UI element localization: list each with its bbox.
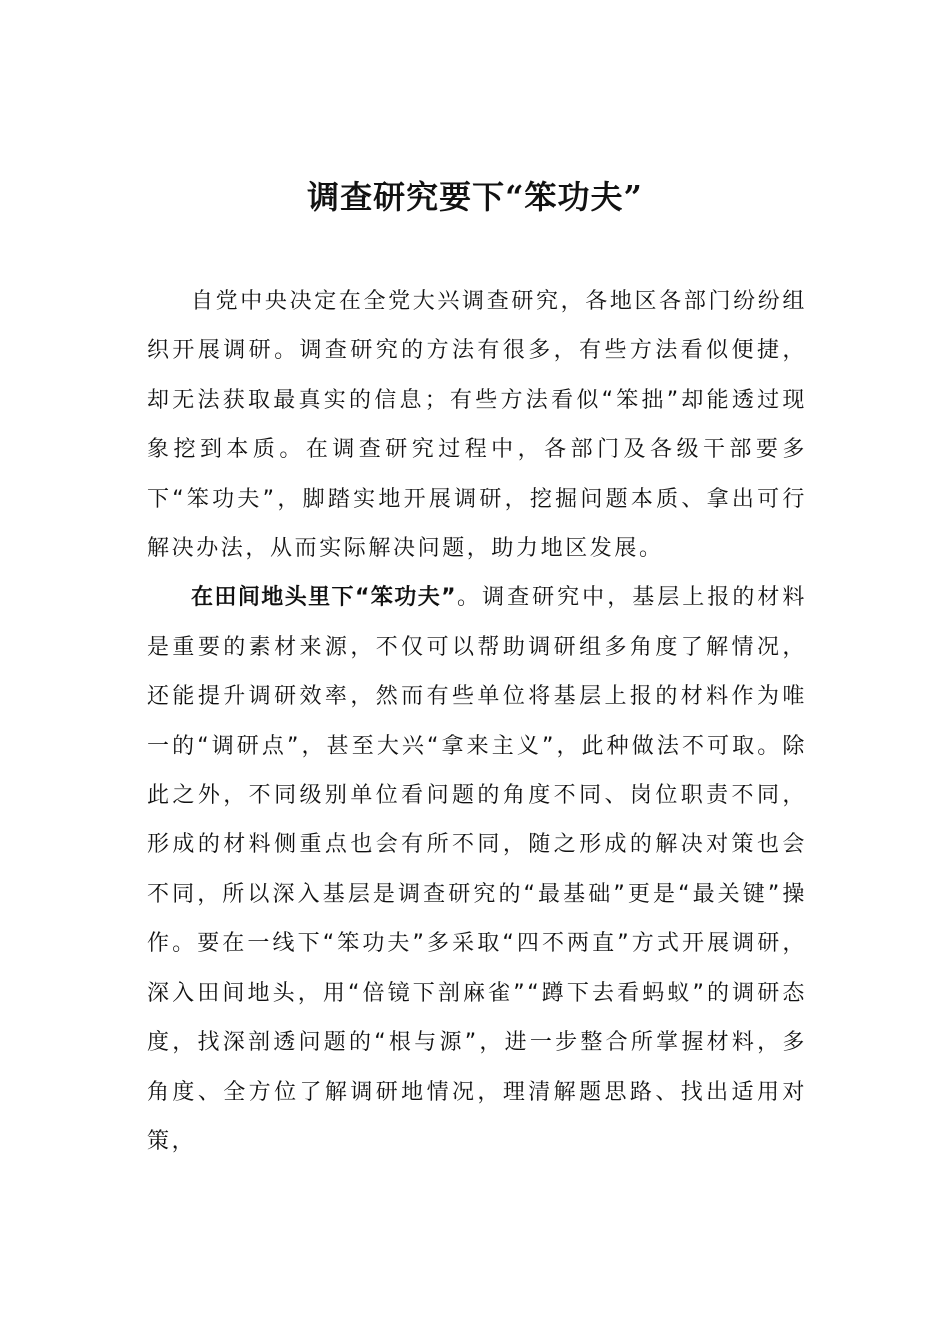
paragraph-intro	[147, 277, 807, 573]
document-body	[147, 277, 807, 1166]
paragraph-field-research-text: 。调查研究中，基层上报的材料是重要的素材来源，不仅可以帮助调研组多角度了解情况，还能提升调研效率，然而有些单位将基层上报的材料作为唯一的“调研点”，甚至大兴“拿来主义”，此种做法不可取。除此之外，不同级别单位看问题的角度不同、岗位职责不同，形成的材料侧重点也会有所不同，随之形成的解决对策也会不同，所以深入基层是调查研究的“最基础”更是“最关键”操作。要在一线下“笨功夫”多采取“四不两直”方式开展调研，深入田间地头，用“倍镜下剖麻雀”“蹲下去看蚂蚁”的调研态度，找深剖透问题的“根与源”，进一步整合所掌握材料，多角度、全方位了解调研地情况，理清解题思路、找出适用对策，	[147, 585, 808, 1154]
paragraph-lead-heading: 在田间地头里下“笨功夫”	[191, 585, 457, 611]
paragraph-field-research	[147, 573, 807, 1166]
document-title: 调查研究要下“笨功夫”	[307, 178, 643, 216]
paragraph-intro-text: 自党中央决定在全党大兴调查研究，各地区各部门纷纷组织开展调研。调查研究的方法有很多，有些方法看似便捷，却无法获取最真实的信息；有些方法看似“笨拙”却能透过现象挖到本质。在调查研究过程中，各部门及各级干部要多下“笨功夫”，脚踏实地开展调研，挖掘问题本质、拿出可行解决办法，从而实际解决问题，助力地区发展。	[147, 289, 807, 562]
